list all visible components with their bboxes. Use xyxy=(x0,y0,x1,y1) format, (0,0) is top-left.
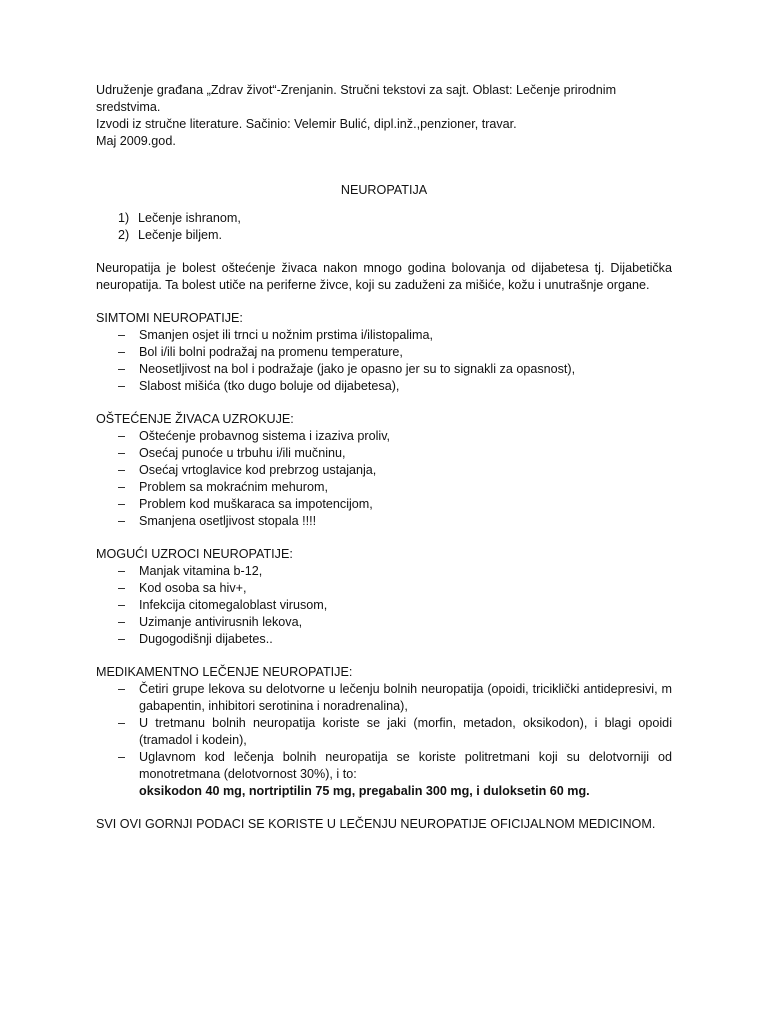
list-item xyxy=(96,327,672,344)
list-item-text: Problem kod muškaraca sa impotencijom, xyxy=(139,497,373,511)
section-heading: SIMTOMI NEUROPATIJE: xyxy=(96,311,243,325)
list-item-text: Bol i/ili bolni podražaj na promenu temperature, xyxy=(139,345,403,359)
dash-bullet: – xyxy=(118,463,126,477)
list-item xyxy=(96,445,672,462)
list-item xyxy=(96,681,672,715)
list-item xyxy=(96,496,672,513)
list-item-text: Osećaj punoće u trbuhu i/ili mučninu, xyxy=(139,446,346,460)
dash-bullet: – xyxy=(118,716,126,730)
nerve-damage-section xyxy=(96,411,672,530)
list-item-text: Uzimanje antivirusnih lekova, xyxy=(139,615,303,629)
closing-statement: SVI OVI GORNJI PODACI SE KORISTE U LEČENJU NEUROPATIJE OFICIJALNOM MEDICINOM. xyxy=(96,817,656,831)
document-header xyxy=(96,82,672,150)
dash-bullet: – xyxy=(118,615,126,629)
medical-treatment-list xyxy=(96,681,672,800)
list-item-text: Manjak vitamina b-12, xyxy=(139,564,263,578)
list-item xyxy=(96,715,672,749)
dash-bullet: – xyxy=(118,345,126,359)
list-item xyxy=(96,563,672,580)
document-title: NEUROPATIJA xyxy=(340,183,428,197)
dash-bullet: – xyxy=(118,514,126,528)
list-item-text: Dugogodišnji dijabetes.. xyxy=(139,632,273,646)
document-page xyxy=(96,82,672,833)
intro-paragraph: Neuropatija je bolest oštećenje živaca nakon mnogo godina bolovanja od dijabetesa tj. Dijabetička neuropatija. Ta bolest utiče na periferne živce, koji su zaduženi za mišiće, kožu i unutrašnje organe. xyxy=(96,261,672,292)
list-item-text: Problem sa mokraćnim mehurom, xyxy=(139,480,328,494)
dash-bullet: – xyxy=(118,328,126,342)
dash-bullet: – xyxy=(118,480,126,494)
dash-bullet: – xyxy=(118,632,126,646)
header-line-3: Maj 2009.god. xyxy=(96,134,176,148)
list-item xyxy=(96,749,672,800)
list-item xyxy=(96,462,672,479)
dash-bullet: – xyxy=(118,379,126,393)
list-number: 2) xyxy=(118,228,130,242)
header-line-1: Udruženje građana „Zdrav život“-Zrenjanin. Stručni tekstovi za sajt. Oblast: Lečenje prirodnim sredstvima. xyxy=(96,83,617,114)
section-heading: MOGUĆI UZROCI NEUROPATIJE: xyxy=(96,547,293,561)
medical-treatment-section xyxy=(96,664,672,800)
list-item xyxy=(96,428,672,445)
list-item-text: Kod osoba sa hiv+, xyxy=(139,581,247,595)
dash-bullet: – xyxy=(118,682,126,696)
treatment-methods-list xyxy=(96,210,672,244)
dash-bullet: – xyxy=(118,598,126,612)
section-heading: OŠTEĆENJE ŽIVACA UZROKUJE: xyxy=(96,412,294,426)
list-item-text: Lečenje ishranom, xyxy=(138,211,241,225)
list-item-text: Infekcija citomegaloblast virusom, xyxy=(139,598,328,612)
causes-list xyxy=(96,563,672,648)
politretman-text: Uglavnom kod lečenja bolnih neuropatija se koriste politretmani koji su delotvorniji od monotretmana (delotvornost 30%), i to: xyxy=(139,750,672,781)
list-item xyxy=(96,614,672,631)
list-item xyxy=(96,344,672,361)
list-item xyxy=(96,631,672,648)
list-item-text: Četiri grupe lekova su delotvorne u lečenju bolnih neuropatija (opoidi, triciklički antidepresivi, m gabapentin, inhibitori serotinina i noradrenalina), xyxy=(139,682,672,713)
dash-bullet: – xyxy=(118,497,126,511)
dosage-line: oksikodon 40 mg, nortriptilin 75 mg, pregabalin 300 mg, i duloksetin 60 mg. xyxy=(139,784,590,798)
dash-bullet: – xyxy=(118,750,126,764)
dash-bullet: – xyxy=(118,429,126,443)
list-item-text: U tretmanu bolnih neuropatija koriste se jaki (morfin, metadon, oksikodon), i blagi opoidi (tramadol i kodein), xyxy=(139,716,672,747)
dash-bullet: – xyxy=(118,446,126,460)
list-item xyxy=(96,597,672,614)
list-item xyxy=(96,210,672,227)
list-item-text: Smanjena osetljivost stopala !!!! xyxy=(139,514,317,528)
list-item xyxy=(96,580,672,597)
list-item-text: Smanjen osjet ili trnci u nožnim prstima i/ilistopalima, xyxy=(139,328,433,342)
list-item xyxy=(96,227,672,244)
list-item-text: Slabost mišića (tko dugo boluje od dijabetesa), xyxy=(139,379,400,393)
causes-section xyxy=(96,546,672,648)
list-number: 1) xyxy=(118,211,130,225)
section-heading: MEDIKAMENTNO LEČENJE NEUROPATIJE: xyxy=(96,665,353,679)
list-item-text: Osećaj vrtoglavice kod prebrzog ustajanja, xyxy=(139,463,377,477)
list-item xyxy=(96,479,672,496)
symptoms-list xyxy=(96,327,672,395)
list-item xyxy=(96,378,672,395)
list-item-text xyxy=(139,749,672,800)
dash-bullet: – xyxy=(118,564,126,578)
symptoms-section xyxy=(96,310,672,395)
header-line-2: Izvodi iz stručne literature. Sačinio: Velemir Bulić, dipl.inž.,penzioner, travar. xyxy=(96,117,517,131)
list-item xyxy=(96,361,672,378)
list-item-text: Lečenje biljem. xyxy=(138,228,223,242)
nerve-damage-list xyxy=(96,428,672,530)
dash-bullet: – xyxy=(118,581,126,595)
dash-bullet: – xyxy=(118,362,126,376)
list-item xyxy=(96,513,672,530)
list-item-text: Neosetljivost na bol i podražaje (jako je opasno jer su to signakli za opasnost), xyxy=(139,362,576,376)
list-item-text: Oštećenje probavnog sistema i izaziva proliv, xyxy=(139,429,391,443)
